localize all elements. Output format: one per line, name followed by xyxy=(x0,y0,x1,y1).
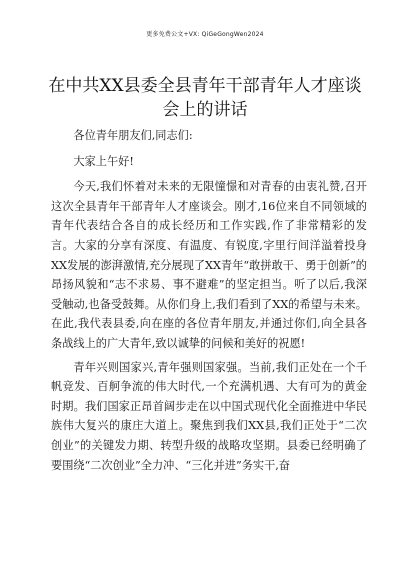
document-title: 在中共XX县委全县青年干部青年人才座谈会上的讲话 xyxy=(48,76,362,120)
document-body xyxy=(51,126,367,475)
greeting: 大家上午好! xyxy=(73,154,134,168)
paragraph: 青年兴则国家兴,青年强则国家强。当前,我们正处在一个千帆竞发、百舸争流的伟大时代,一个充满机遇、大有可为的黄金时期。我们国家正昂首阔步走在以中国式现代化全面推进中华民族伟大复兴的康庄大道上。聚焦到我们XX县,我们正处于“二次创业”的关键发力期、转型升级的战略攻坚期。县委已经明确了要围绕“二次创业”全力冲、“三化并进”务实干,奋 xyxy=(51,360,367,472)
salutation: 各位青年朋友们,同志们: xyxy=(73,129,193,142)
header-note: 更多免费公文+VX: QiGeGongWen2024 xyxy=(146,31,264,38)
paragraph: 今天,我们怀着对未来的无限憧憬和对青春的由衷礼赞,召开这次全县青年干部青年人才座谈会。刚才,16位来自不同领域的青年代表结合各自的成长经历和工作实践,作了非常精彩的发言。大家的分享有深度、有温度、有锐度,字里行间洋溢着投身XX发展的澎湃激情,充分展现了XX青年“敢拼敢干、勇于创新”的昂扬风貌和“志不求易、事不避难”的坚定担当。听了以后,我深受触动,也备受鼓舞。从你们身上,我们看到了XX的希望与未来。在此,我代表县委,向在座的各位青年朋友,并通过你们,向全县各条战线上的广大青年,致以诚挚的问候和美好的祝愿! xyxy=(51,180,367,350)
